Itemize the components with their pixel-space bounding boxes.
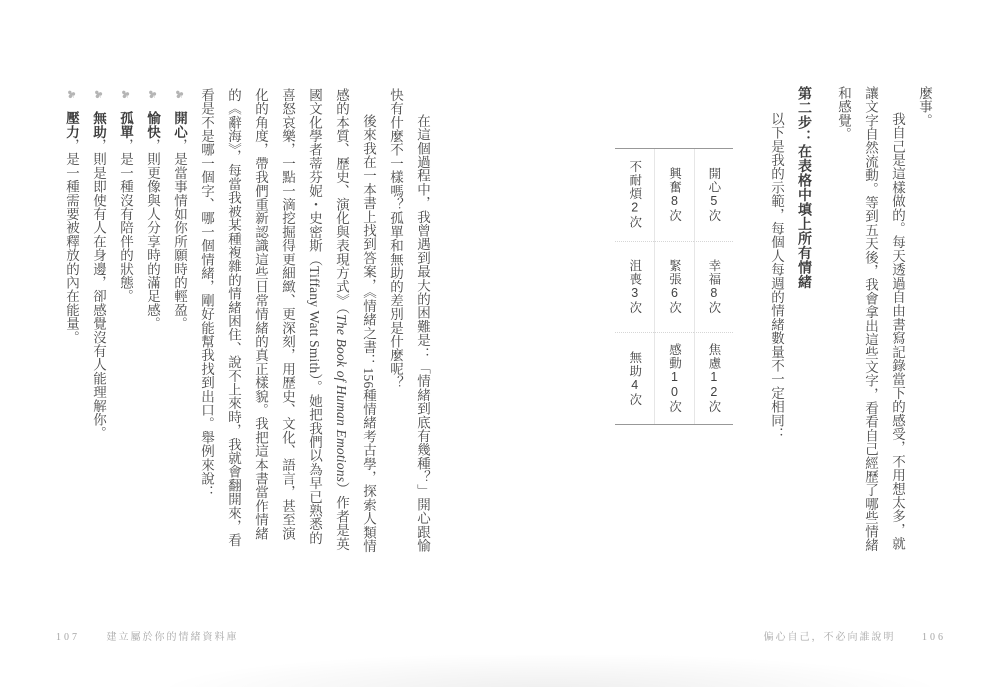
emotion-definition: ，是當事情如你所願時的輕盈。: [172, 138, 187, 331]
running-title: 偏心自己，不必向誰說明: [763, 632, 896, 643]
right-page-text-block: [763, 86, 938, 558]
table-cell: [654, 332, 693, 424]
paragraph: 以下是我的示範，每個人每週的情緒數量不一定相同：: [769, 111, 784, 441]
table-cell: [615, 241, 654, 333]
page-number: 106: [922, 632, 946, 643]
emotion-definition: ，則更像與人分享時的滿足感。: [145, 138, 160, 331]
table-cell-text: 焦慮12次: [706, 343, 721, 414]
left-page-text-block: [58, 85, 436, 553]
table-cell-text: 緊張6次: [667, 259, 682, 315]
clover-icon: ♣: [116, 85, 135, 104]
emotion-term: 孤單: [118, 111, 133, 139]
clover-icon: ♣: [143, 85, 162, 104]
paragraph-text: ）作者是英國文化學者蒂芬妮・史密斯（Tiffany Watt Smith）。她把我們以為早已熟悉的喜怒哀樂，一點一滴挖掘得更細緻、更深刻，用歷史、文化、語言，甚至演化的角度，帶我們重新認識這些日常情緒的真正樣貌。我把這本書當作情緒的《辭海》，每當我被某種複雜的情緒困住、說不上來時，我就會翻開來，看看是不是哪一個字、哪一個情緒，剛好能幫我找到出口。舉例來說：: [199, 88, 349, 551]
table-cell-text: 幸福8次: [706, 259, 721, 315]
table-cell: [654, 241, 693, 333]
emotion-term: 無助: [91, 111, 106, 139]
table-cell: [615, 149, 654, 241]
table-cell: [694, 241, 733, 333]
bullet-item: [58, 85, 85, 553]
table-cell-text: 開心5次: [706, 167, 721, 223]
emotion-term: 壓力: [64, 111, 79, 139]
step-heading: 第二步：在表格中填上所有情緒: [796, 86, 811, 289]
right-page: [500, 0, 1000, 687]
emotion-term: 開心: [172, 111, 187, 139]
right-page-footer: [764, 628, 947, 643]
table-cell: [694, 332, 733, 424]
table-cell-text: 感動10次: [667, 343, 682, 414]
emotion-table: [615, 148, 733, 425]
emotion-definition: ，是一種需要被釋放的內在能量。: [64, 138, 79, 345]
table-cell-text: 興奮8次: [667, 167, 682, 223]
running-title: 建立屬於你的情緒資料庫: [106, 632, 239, 643]
clover-icon: ♣: [170, 85, 189, 104]
emotion-definition: ，是一種沒有陪伴的狀態。: [118, 138, 133, 304]
emotion-term: 愉快: [145, 111, 160, 139]
paragraph-text: 後來我在一本書上找到答案，《情緒之書：156種情緒考古學，探索人類情感的本質、歷史、演化與表現方式》（: [334, 88, 376, 553]
clover-icon: ♣: [89, 85, 108, 104]
left-page-footer: [56, 628, 239, 643]
clover-icon: ♣: [62, 85, 81, 104]
table-cell-text: 無助4次: [627, 350, 642, 407]
book-title-english: The Book of Human Emotions: [334, 314, 349, 483]
bullet-item: [112, 85, 139, 553]
bullet-item: [166, 85, 193, 553]
table-cell: [615, 332, 654, 424]
paragraph: 在這個過程中，我曾遇到最大的困難是：「情緒到底有幾種？」開心跟愉快有什麼不一樣嗎？孤單和無助的差別是什麼呢？: [388, 88, 430, 553]
table-cell: [694, 149, 733, 241]
paragraph: 我自己是這樣做的。每天透過自由書寫記錄當下的感受，不用想太多，就讓文字自然流動。等到五天後，我會拿出這些文字，看看自己經歷了哪些情緒和感覺。: [836, 86, 905, 552]
emotion-definition: ，則是即使有人在身邊，卻感覺沒有人能理解你。: [91, 138, 106, 441]
table-cell: [654, 149, 693, 241]
table-cell-text: 不耐煩2次: [627, 160, 642, 230]
page-number: 107: [56, 632, 80, 643]
bullet-item: [139, 85, 166, 553]
table-cell-text: 沮喪3次: [627, 259, 642, 315]
paragraph: [193, 88, 382, 553]
paragraph: 麼事。: [917, 86, 932, 128]
bullet-item: [85, 85, 112, 553]
